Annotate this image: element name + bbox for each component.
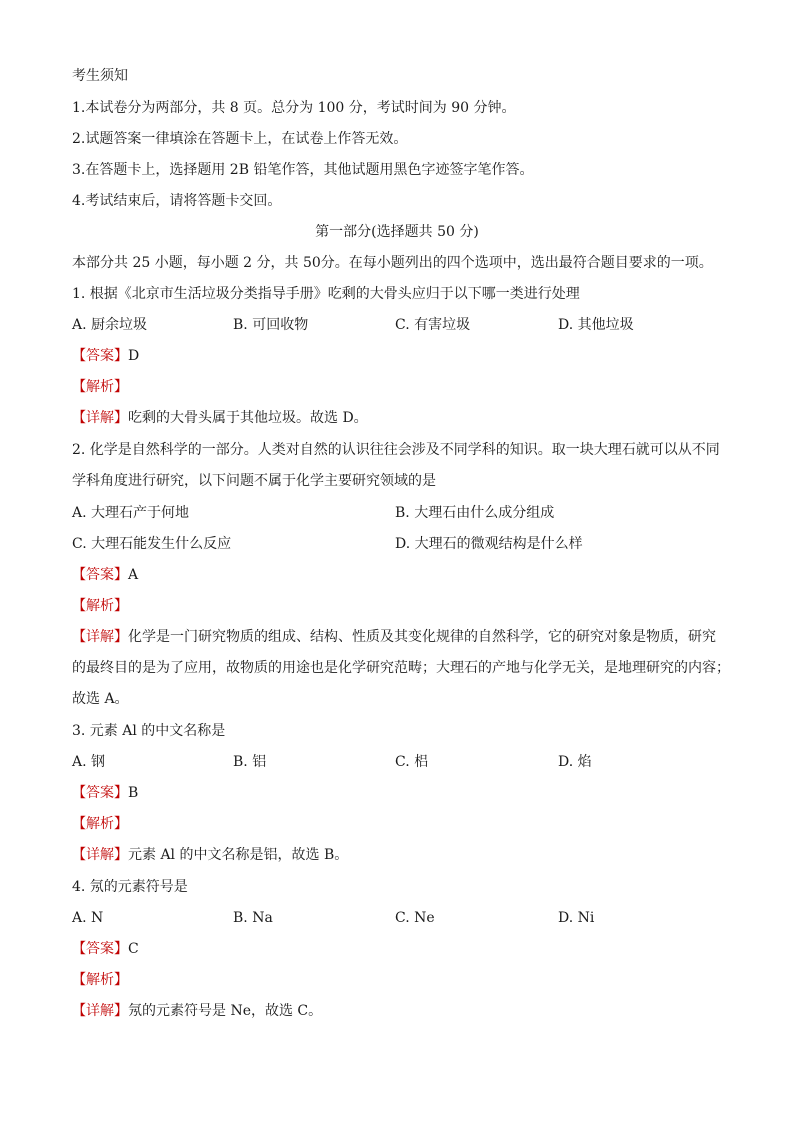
detail-line — [72, 846, 348, 864]
option-d: D. Ni — [558, 910, 595, 926]
detail-line — [72, 409, 368, 427]
detail-text: 氖的元素符号是 Ne，故选 C。 — [128, 1003, 323, 1019]
analysis-label: 【解析】 — [72, 598, 128, 614]
answer-value: B — [128, 785, 139, 801]
option-c: C. 大理石能发生什么反应 — [72, 536, 232, 552]
notice-item: 4.考试结束后，请将答题卡交回。 — [72, 193, 282, 209]
section-intro: 本部分共 25 小题，每小题 2 分，共 50分。在每小题列出的四个选项中，选出最符合题目要求的一项。 — [72, 255, 713, 271]
answer-line — [72, 940, 139, 958]
answer-label: 【答案】 — [72, 941, 128, 957]
section-title: 第一部分(选择题共 50 分) — [315, 224, 479, 240]
detail-line — [72, 1002, 322, 1020]
answer-line — [72, 566, 138, 584]
answer-value: D — [128, 348, 140, 364]
detail-text: 吃剩的大骨头属于其他垃圾。故选 D。 — [128, 410, 368, 426]
option-c: C. Ne — [395, 910, 435, 926]
option-b: B. 大理石由什么成分组成 — [395, 505, 555, 521]
option-a: A. 钢 — [72, 754, 106, 770]
detail-line — [72, 628, 716, 646]
notice-item: 3.在答题卡上，选择题用 2B 铅笔作答，其他试题用黑色字迹签字笔作答。 — [72, 162, 534, 178]
option-b: B. Na — [233, 910, 273, 926]
question-stem: 1. 根据《北京市生活垃圾分类指导手册》吃剩的大骨头应归于以下哪一类进行处理 — [72, 286, 580, 302]
analysis-label: 【解析】 — [72, 972, 128, 988]
answer-line — [72, 347, 139, 365]
answer-value: C — [128, 941, 139, 957]
detail-label: 【详解】 — [72, 847, 128, 863]
detail-label: 【详解】 — [72, 1003, 128, 1019]
option-c: C. 梠 — [395, 754, 429, 770]
option-d: D. 大理石的微观结构是什么样 — [395, 536, 583, 552]
answer-label: 【答案】 — [72, 785, 128, 801]
question-stem: 3. 元素 Al 的中文名称是 — [72, 723, 226, 739]
notice-item: 1.本试卷分为两部分，共 8 页。总分为 100 分，考试时间为 90 分钟。 — [72, 100, 516, 116]
answer-value: A — [128, 567, 139, 583]
answer-label: 【答案】 — [72, 348, 128, 364]
question-stem: 4. 氖的元素符号是 — [72, 879, 188, 895]
option-a: A. N — [72, 910, 104, 926]
answer-line — [72, 784, 138, 802]
option-a: A. 厨余垃圾 — [72, 317, 148, 333]
answer-label: 【答案】 — [72, 567, 128, 583]
option-d: D. 焰 — [558, 754, 592, 770]
detail-text: 元素 Al 的中文名称是铝，故选 B。 — [128, 847, 349, 863]
detail-text: 化学是一门研究物质的组成、结构、性质及其变化规律的自然科学，它的研究对象是物质，研究 — [128, 629, 716, 645]
detail-text-cont: 的最终目的是为了应用，故物质的用途也是化学研究范畴；大理石的产地与化学无关，是地理研究的内容； — [72, 660, 730, 676]
question-stem-cont: 学科角度进行研究，以下问题不属于化学主要研究领域的是 — [72, 473, 436, 489]
question-stem: 2. 化学是自然科学的一部分。人类对自然的认识往往会涉及不同学科的知识。取一块大理石就可以从不同 — [72, 442, 720, 458]
analysis-label: 【解析】 — [72, 379, 128, 395]
option-b: B. 铝 — [233, 754, 267, 770]
detail-label: 【详解】 — [72, 629, 128, 645]
notice-title: 考生须知 — [72, 68, 128, 84]
detail-text-cont: 故选 A。 — [72, 691, 129, 707]
analysis-label: 【解析】 — [72, 816, 128, 832]
option-b: B. 可回收物 — [233, 317, 309, 333]
option-d: D. 其他垃圾 — [558, 317, 634, 333]
option-c: C. 有害垃圾 — [395, 317, 471, 333]
notice-item: 2.试题答案一律填涂在答题卡上，在试卷上作答无效。 — [72, 131, 408, 147]
option-a: A. 大理石产于何地 — [72, 505, 190, 521]
detail-label: 【详解】 — [72, 410, 128, 426]
